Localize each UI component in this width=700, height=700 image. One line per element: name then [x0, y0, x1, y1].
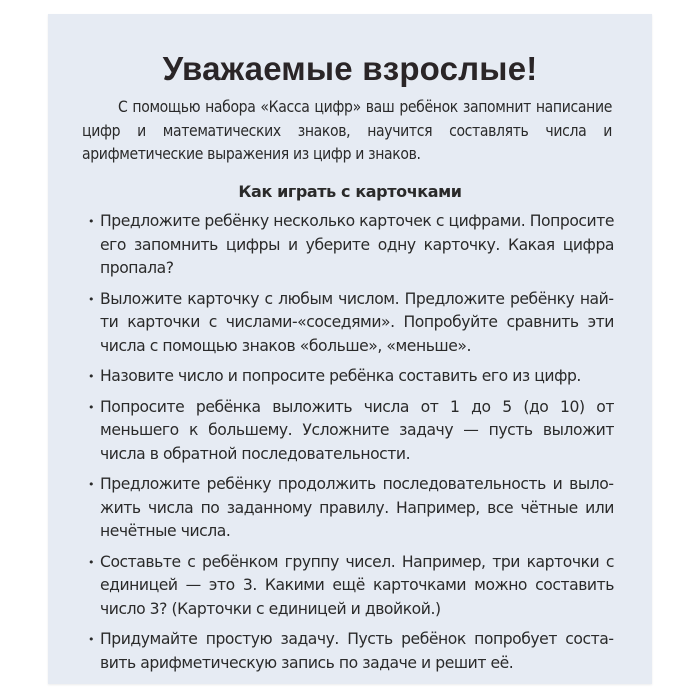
list-item — [84, 396, 614, 467]
section-heading: Как играть с карточками — [238, 182, 462, 201]
list-item-text: Назовите число и попросите ребёнка составить его из цифр. — [100, 367, 581, 385]
bullet-icon: • — [88, 400, 95, 414]
bullet-icon: • — [88, 555, 95, 569]
list-item-text: Составьте с ребёнком группу чисел. Например, три карточки с единицей — это 3. Какими ещё карточками можно составить число 3? (Карточки с единицей и двойкой.) — [100, 552, 614, 618]
bullet-icon: • — [88, 292, 95, 306]
bullet-icon: • — [88, 633, 95, 646]
list-item-text: Попросите ребёнка выложить числа от 1 до 5 (до 10) от меньшего к большему. Усложните задачу — пусть выложит числа в обратной последовательности. — [100, 397, 614, 463]
list-item — [84, 210, 614, 281]
page-title: Уважаемые взрослые! — [162, 50, 538, 87]
list-item — [84, 365, 614, 389]
list-item-text: Придумайте простую задачу. Пусть ребёнок попробует составить арифметическую запись по задаче и решит её. — [100, 630, 614, 672]
list-item-text: Предложите ребёнку продолжить последовательность и выложить числа по заданному правилу. Например, все чётные или нечётные числа. — [100, 475, 614, 540]
instructions-list — [84, 210, 614, 682]
list-item — [84, 473, 614, 544]
bullet-icon: • — [88, 478, 95, 491]
list-item-text: Выложите карточку с любым числом. Предложите ребёнку найти карточки с числами-«соседями». Попробуйте сравнить эти числа с помощью знаков «больше», «меньше». — [100, 289, 614, 355]
list-item — [84, 628, 614, 675]
instruction-card — [48, 14, 652, 684]
bullet-icon: • — [88, 215, 95, 228]
bullet-icon: • — [88, 370, 95, 383]
intro-paragraph: С помощью набора «Касса цифр» ваш ребёнок запомнит написание цифр и математических знаков, научится составлять числа и арифметические выражения из цифр и знаков. — [82, 98, 612, 163]
list-item — [84, 288, 614, 359]
list-item — [84, 551, 614, 622]
list-item-text: Предложите ребёнку несколько карточек с цифрами. Попросите его запомнить цифры и уберите одну карточку. Какая цифра пропала? — [100, 212, 614, 277]
